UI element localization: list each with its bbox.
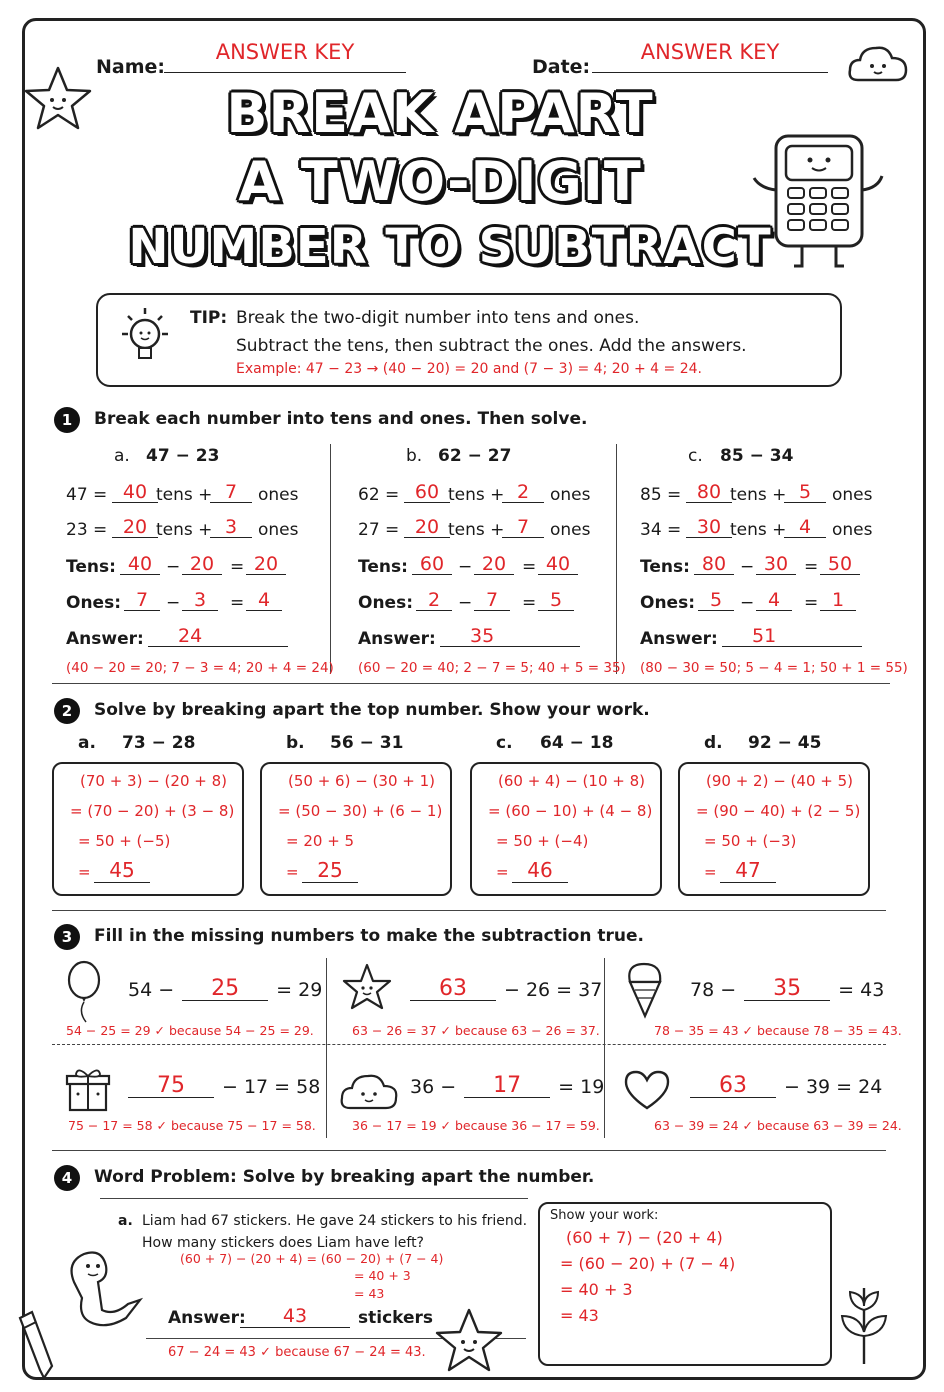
decompose-label: 23 =	[66, 520, 108, 540]
lightbulb-icon	[110, 302, 180, 374]
date-value: ANSWER KEY	[640, 40, 780, 64]
cloud-icon	[338, 1070, 400, 1114]
ones-answer[interactable]: 2	[502, 482, 544, 503]
equals-sign: =	[286, 863, 299, 881]
problem-expression: 85 − 34	[720, 446, 794, 466]
problem-letter: a.	[78, 733, 96, 753]
tens-label: Tens:	[640, 557, 690, 577]
answer-value[interactable]: 46	[512, 858, 568, 883]
work-box[interactable]	[678, 762, 870, 896]
work-line-1: (50 + 6) − (30 + 1)	[288, 772, 435, 790]
title-line-2: A TWO-DIGIT	[238, 150, 642, 213]
ones-word: ones	[832, 485, 873, 505]
answer-label: Answer:	[640, 629, 718, 649]
problem-letter: c.	[496, 733, 513, 753]
tens-a[interactable]: 40	[120, 554, 160, 575]
ones-label: Ones:	[66, 593, 122, 613]
section-1-number: 1	[54, 407, 80, 433]
tens-word: tens +	[448, 520, 505, 540]
star-icon	[22, 64, 94, 134]
problem-expression: 47 − 23	[146, 446, 220, 466]
ones-label: Ones:	[358, 593, 414, 613]
ones-b[interactable]: 4	[756, 590, 792, 611]
work-line-3: = 43	[354, 1286, 385, 1301]
section-divider	[52, 1150, 886, 1151]
ones-word: ones	[258, 485, 299, 505]
check-note: 36 − 17 = 19 ✓ because 36 − 17 = 59.	[352, 1118, 600, 1133]
tip-example: Example: 47 − 23 → (40 − 20) = 20 and (7 − 3) = 4; 20 + 4 = 24.	[236, 361, 702, 377]
tens-answer[interactable]: 60	[404, 482, 450, 503]
work-line-1: (90 + 2) − (40 + 5)	[706, 772, 853, 790]
equation-right: = 43	[838, 979, 885, 1001]
divider	[616, 444, 617, 674]
tens-label: Tens:	[358, 557, 408, 577]
ones-a[interactable]: 7	[124, 590, 160, 611]
problem-expression: 62 − 27	[438, 446, 512, 466]
minus-sign: −	[166, 557, 181, 577]
answer-explanation: (40 − 20 = 20; 7 − 3 = 4; 20 + 4 = 24)	[66, 660, 334, 676]
answer-label: Answer:	[168, 1308, 246, 1328]
tens-answer[interactable]: 80	[686, 482, 732, 503]
work-line-1: (60 + 4) − (10 + 8)	[498, 772, 645, 790]
answer-value: 43	[282, 1305, 308, 1327]
divider	[330, 444, 331, 674]
section-4-number: 4	[54, 1165, 80, 1191]
work-box-line-3: = 40 + 3	[560, 1280, 633, 1299]
tip-label: TIP:	[190, 308, 228, 328]
equation	[690, 978, 884, 1001]
section-2-instruction: Solve by breaking apart the top number. Show your work.	[94, 700, 650, 720]
problem-expression: 56 − 31	[330, 733, 404, 753]
tens-word: tens +	[448, 485, 505, 505]
title-line-3: NUMBER TO SUBTRACT	[128, 219, 772, 275]
date-label: Date:	[532, 56, 591, 78]
missing-number[interactable]: 17	[464, 1075, 550, 1098]
tens-c[interactable]: 20	[246, 554, 286, 575]
pencil-icon	[14, 1310, 56, 1382]
word-problem-line-1: Liam had 67 stickers. He gave 24 stickers to his friend.	[142, 1213, 528, 1229]
work-box-line-1: (60 + 7) − (20 + 4)	[566, 1228, 723, 1247]
section-2-number: 2	[54, 698, 80, 724]
answer-unit: stickers	[358, 1308, 434, 1328]
ones-label: Ones:	[640, 593, 696, 613]
equation-right: − 17 = 58	[222, 1076, 321, 1098]
equals-sign: =	[804, 593, 819, 613]
tip-line-1: Break the two-digit number into tens and ones.	[236, 308, 640, 328]
work-box-line-4: = 43	[560, 1306, 599, 1325]
answer-value[interactable]: 24	[148, 626, 288, 647]
decompose-label: 27 =	[358, 520, 400, 540]
check-note: 78 − 35 = 43 ✓ because 78 − 35 = 43.	[654, 1023, 902, 1038]
equation-right: = 19	[558, 1076, 605, 1098]
ones-answer[interactable]: 4	[784, 517, 826, 538]
equation-right: − 39 = 24	[784, 1076, 883, 1098]
work-line-3: = 50 + (−5)	[78, 832, 171, 850]
ones-a[interactable]: 5	[698, 590, 734, 611]
tens-b[interactable]: 30	[756, 554, 796, 575]
ones-answer[interactable]: 7	[502, 517, 544, 538]
answer-value[interactable]: 47	[720, 858, 776, 883]
cloud-icon	[846, 40, 910, 86]
check-note: 75 − 17 = 58 ✓ because 75 − 17 = 58.	[68, 1118, 316, 1133]
title-line-1: BREAK APART	[226, 82, 654, 145]
ones-word: ones	[832, 520, 873, 540]
answer-value[interactable]: 45	[94, 858, 150, 883]
equation-left: 78 −	[690, 979, 737, 1001]
work-box-title: Show your work:	[550, 1208, 659, 1223]
ones-a[interactable]: 2	[416, 590, 452, 611]
problem-expression: 92 − 45	[748, 733, 822, 753]
missing-number[interactable]: 63	[690, 1075, 776, 1098]
answer-value[interactable]: 51	[722, 626, 862, 647]
work-box[interactable]	[52, 762, 244, 896]
section-4-instruction: Word Problem: Solve by breaking apart the number.	[94, 1167, 595, 1187]
equation	[410, 1075, 604, 1098]
ones-word: ones	[258, 520, 299, 540]
decompose-label: 62 =	[358, 485, 400, 505]
missing-number[interactable]: 25	[182, 978, 268, 1001]
missing-number[interactable]: 35	[744, 978, 830, 1001]
date-field[interactable]	[592, 40, 828, 73]
tens-c[interactable]: 50	[820, 554, 860, 575]
decompose-label: 47 =	[66, 485, 108, 505]
equation-left: 36 −	[410, 1076, 457, 1098]
tens-word: tens +	[156, 485, 213, 505]
equals-sign: =	[522, 557, 537, 577]
decompose-label: 34 =	[640, 520, 682, 540]
star-icon	[432, 1306, 506, 1376]
equation-left: 54 −	[128, 979, 175, 1001]
work-line-3: = 50 + (−3)	[704, 832, 797, 850]
equation-right: = 29	[276, 979, 323, 1001]
work-line-2: = (70 − 20) + (3 − 8)	[70, 802, 235, 820]
work-line-2: = 40 + 3	[354, 1268, 411, 1283]
ones-b[interactable]: 7	[474, 590, 510, 611]
answer-label: Answer:	[66, 629, 144, 649]
tens-c[interactable]: 40	[538, 554, 578, 575]
answer-field[interactable]	[240, 1305, 350, 1328]
gift-icon	[64, 1064, 112, 1114]
heart-icon	[622, 1068, 672, 1112]
equation	[128, 978, 322, 1001]
answer-check: 67 − 24 = 43 ✓ because 67 − 24 = 43.	[168, 1345, 426, 1360]
balloon-icon	[64, 960, 106, 1026]
ones-word: ones	[550, 520, 591, 540]
equals-sign: =	[704, 863, 717, 881]
equals-sign: =	[804, 557, 819, 577]
problem-letter: b.	[286, 733, 305, 753]
equals-sign: =	[78, 863, 91, 881]
minus-sign: −	[166, 593, 181, 613]
section-divider	[52, 683, 890, 684]
equals-sign: =	[496, 863, 509, 881]
work-box-line-2: = (60 − 20) + (7 − 4)	[560, 1254, 736, 1273]
ones-c[interactable]: 1	[820, 590, 856, 611]
problem-expression: 64 − 18	[540, 733, 614, 753]
problem-expression: 73 − 28	[122, 733, 196, 753]
equals-sign: =	[522, 593, 537, 613]
answer-value[interactable]: 25	[302, 858, 358, 883]
check-note: 63 − 26 = 37 ✓ because 63 − 26 = 37.	[352, 1023, 600, 1038]
work-line-2: = (60 − 10) + (4 − 8)	[488, 802, 653, 820]
dinosaur-icon	[56, 1242, 150, 1332]
minus-sign: −	[740, 557, 755, 577]
word-problem-line-2: How many stickers does Liam have left?	[142, 1235, 424, 1251]
divider	[604, 958, 605, 1138]
name-field[interactable]	[164, 40, 406, 73]
problem-letter: c.	[688, 446, 703, 466]
divider	[326, 958, 327, 1138]
work-line-1: (60 + 7) − (20 + 4) = (60 − 20) + (7 − 4)	[180, 1251, 444, 1266]
equation	[410, 978, 602, 1001]
answer-label: Answer:	[358, 629, 436, 649]
underline	[100, 1198, 528, 1199]
problem-letter: d.	[704, 733, 723, 753]
minus-sign: −	[740, 593, 755, 613]
minus-sign: −	[458, 557, 473, 577]
work-line-3: = 20 + 5	[286, 832, 355, 850]
equation	[690, 1075, 882, 1098]
ones-c[interactable]: 4	[246, 590, 282, 611]
ones-answer[interactable]: 7	[210, 482, 252, 503]
work-box[interactable]	[470, 762, 662, 896]
tens-word: tens +	[156, 520, 213, 540]
section-3-number: 3	[54, 924, 80, 950]
tens-a[interactable]: 80	[694, 554, 734, 575]
word-problem-letter: a.	[118, 1213, 133, 1229]
decompose-label: 85 =	[640, 485, 682, 505]
tens-word: tens +	[730, 520, 787, 540]
missing-number[interactable]: 75	[128, 1075, 214, 1098]
section-divider	[52, 910, 886, 911]
equals-sign: =	[230, 593, 245, 613]
ones-word: ones	[550, 485, 591, 505]
tens-a[interactable]: 60	[412, 554, 452, 575]
name-value: ANSWER KEY	[215, 40, 355, 64]
tip-line-2: Subtract the tens, then subtract the ones. Add the answers.	[236, 336, 747, 356]
ones-c[interactable]: 5	[538, 590, 574, 611]
problem-letter: a.	[114, 446, 130, 466]
tens-answer[interactable]: 30	[686, 517, 732, 538]
work-line-2: = (90 − 40) + (2 − 5)	[696, 802, 861, 820]
problem-letter: b.	[406, 446, 423, 466]
tens-b[interactable]: 20	[474, 554, 514, 575]
equation-right: − 26 = 37	[504, 979, 603, 1001]
answer-value[interactable]: 35	[440, 626, 580, 647]
answer-explanation: (80 − 30 = 50; 5 − 4 = 1; 50 + 1 = 55)	[640, 660, 908, 676]
equation	[128, 1075, 320, 1098]
section-1-instruction: Break each number into tens and ones. Then solve.	[94, 409, 588, 429]
row-divider	[52, 1044, 886, 1045]
tens-word: tens +	[730, 485, 787, 505]
name-label: Name:	[96, 56, 166, 78]
work-box[interactable]	[260, 762, 452, 896]
missing-number[interactable]: 63	[410, 978, 496, 1001]
minus-sign: −	[458, 593, 473, 613]
plant-icon	[836, 1276, 892, 1366]
ones-b[interactable]: 3	[182, 590, 218, 611]
tens-answer[interactable]: 20	[112, 517, 158, 538]
answer-explanation: (60 − 20 = 40; 2 − 7 = 5; 40 + 5 = 35)	[358, 660, 626, 676]
ice-cream-icon	[622, 958, 668, 1020]
work-line-3: = 50 + (−4)	[496, 832, 589, 850]
work-line-2: = (50 − 30) + (6 − 1)	[278, 802, 443, 820]
tens-answer[interactable]: 40	[112, 482, 158, 503]
work-line-1: (70 + 3) − (20 + 8)	[80, 772, 227, 790]
check-note: 54 − 25 = 29 ✓ because 54 − 25 = 29.	[66, 1023, 314, 1038]
ones-answer[interactable]: 3	[210, 517, 252, 538]
star-icon	[340, 962, 394, 1012]
section-3-instruction: Fill in the missing numbers to make the subtraction true.	[94, 926, 644, 946]
tens-b[interactable]: 20	[182, 554, 222, 575]
check-note: 63 − 39 = 24 ✓ because 63 − 39 = 24.	[654, 1118, 902, 1133]
equals-sign: =	[230, 557, 245, 577]
tens-label: Tens:	[66, 557, 116, 577]
tens-answer[interactable]: 20	[404, 517, 450, 538]
ones-answer[interactable]: 5	[784, 482, 826, 503]
